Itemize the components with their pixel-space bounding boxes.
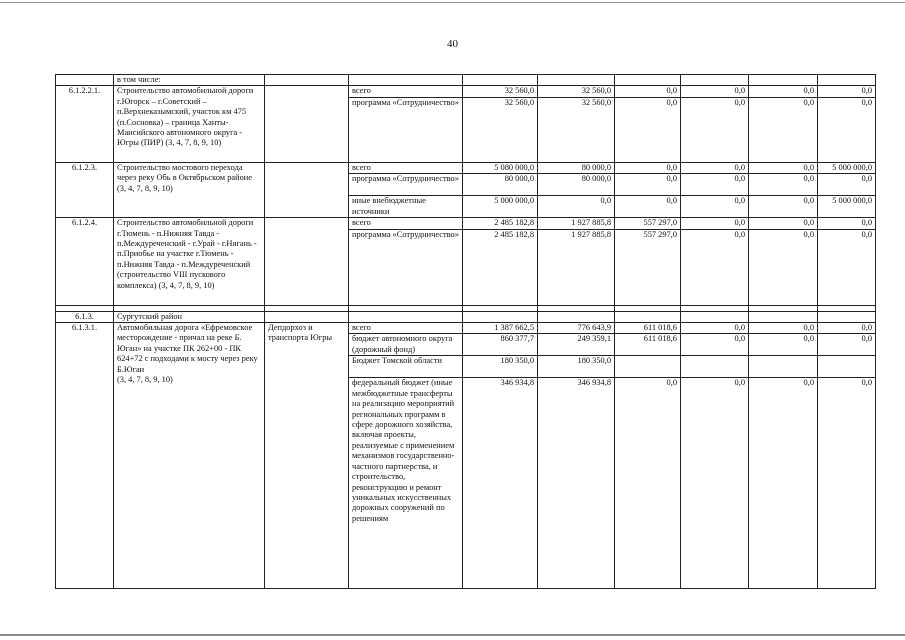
table-row: [56, 162, 876, 173]
program-table: [55, 74, 876, 589]
value-cell: 32 560,0: [538, 86, 615, 97]
value-cell: 5 000 000,0: [818, 196, 876, 218]
value-cell: 0,0: [749, 196, 818, 218]
value-cell: 346 934,8: [463, 378, 538, 589]
value-cell: 860 377,7: [463, 334, 538, 356]
funding-source: иные внебюджетные источники: [349, 196, 463, 218]
funding-source: всего: [349, 218, 463, 229]
funding-source: программа «Сотрудничество»: [349, 174, 463, 196]
executor: Депдорхоз и транспорта Югры: [265, 323, 349, 589]
value-cell: 0,0: [749, 218, 818, 229]
value-cell: 0,0: [749, 174, 818, 196]
value-cell: 5 080 000,0: [463, 162, 538, 173]
value-cell: [749, 356, 818, 378]
value-cell: 0,0: [681, 174, 749, 196]
value-cell: 0,0: [681, 229, 749, 305]
value-cell: 2 485 182,8: [463, 218, 538, 229]
row-name: Автомобильная дорога «Ефремовское месторождение - причал на реке Б. Юган» на участке ПК 262+00 - ПК 624+72 с подходами к мосту через реку Б.Юган (3, 4, 7, 8, 9, 10): [114, 323, 265, 589]
funding-source: Бюджет Томской области: [349, 356, 463, 378]
value-cell: 2 485 182,8: [463, 229, 538, 305]
value-cell: 180 350,0: [463, 356, 538, 378]
funding-source: всего: [349, 323, 463, 334]
table-row: [56, 218, 876, 229]
page-number: 40: [447, 38, 458, 50]
value-cell: 0,0: [749, 334, 818, 356]
row-code: 6.1.3.1.: [56, 323, 114, 589]
value-cell: 0,0: [749, 162, 818, 173]
value-cell: 0,0: [749, 323, 818, 334]
value-cell: 557 297,0: [615, 229, 681, 305]
value-cell: 0,0: [615, 162, 681, 173]
value-cell: 557 297,0: [615, 218, 681, 229]
in-that-number-label: в том числе:: [114, 75, 265, 86]
row-code: 6.1.2.2.1.: [56, 86, 114, 162]
funding-source: бюджет автономного округа (дорожный фонд): [349, 334, 463, 356]
value-cell: 0,0: [681, 218, 749, 229]
value-cell: 32 560,0: [463, 97, 538, 162]
table-row: [56, 75, 876, 86]
value-cell: 776 643,9: [538, 323, 615, 334]
value-cell: 0,0: [818, 334, 876, 356]
value-cell: 0,0: [818, 323, 876, 334]
value-cell: 5 000 000,0: [818, 162, 876, 173]
funding-source: всего: [349, 162, 463, 173]
row-name: Строительство автомобильной дороги г.Югорск – г.Советский – п.Верхнеказымский, участок км 475 (п.Сосновка) – граница Ханты-Мансийского автономного округа - Югры (ПИР) (3, 4, 7, 8, 9, 10): [114, 86, 265, 162]
top-scan-edge: [0, 2, 905, 3]
value-cell: 0,0: [818, 86, 876, 97]
value-cell: 32 560,0: [463, 86, 538, 97]
value-cell: 0,0: [615, 378, 681, 589]
value-cell: 0,0: [615, 174, 681, 196]
table-row: [56, 311, 876, 322]
value-cell: 32 560,0: [538, 97, 615, 162]
value-cell: 249 359,1: [538, 334, 615, 356]
value-cell: 0,0: [615, 97, 681, 162]
funding-source: федеральный бюджет (иные межбюджетные трансферты на реализацию мероприятий региональных программ в сфере дорожного хозяйства, включая проекты, реализуемые с применением механизмов государственно-частного партнерства, и строительство, реконструкцию и ремонт уникальных искусственных дорожных сооружений по решениям: [349, 378, 463, 589]
funding-source: программа «Сотрудничество»: [349, 97, 463, 162]
value-cell: 0,0: [681, 86, 749, 97]
value-cell: 0,0: [615, 196, 681, 218]
value-cell: 1 927 885,8: [538, 229, 615, 305]
value-cell: 0,0: [818, 378, 876, 589]
value-cell: 0,0: [749, 97, 818, 162]
value-cell: 0,0: [749, 229, 818, 305]
funding-source: всего: [349, 86, 463, 97]
value-cell: 346 934,8: [538, 378, 615, 589]
value-cell: 0,0: [681, 334, 749, 356]
value-cell: 180 350,0: [538, 356, 615, 378]
district-name: Сургутский район: [114, 311, 265, 322]
value-cell: [615, 356, 681, 378]
value-cell: 80 000,0: [538, 162, 615, 173]
table-row: [56, 86, 876, 97]
value-cell: 0,0: [818, 97, 876, 162]
funding-source: программа «Сотрудничество»: [349, 229, 463, 305]
value-cell: 0,0: [538, 196, 615, 218]
value-cell: 1 927 885,8: [538, 218, 615, 229]
value-cell: 80 000,0: [463, 174, 538, 196]
value-cell: 0,0: [681, 323, 749, 334]
value-cell: 0,0: [615, 86, 681, 97]
value-cell: [681, 356, 749, 378]
value-cell: 5 000 000,0: [463, 196, 538, 218]
value-cell: 0,0: [818, 218, 876, 229]
value-cell: 0,0: [681, 196, 749, 218]
value-cell: 0,0: [681, 162, 749, 173]
value-cell: 611 018,6: [615, 334, 681, 356]
value-cell: 0,0: [818, 174, 876, 196]
row-code: 6.1.2.3.: [56, 162, 114, 217]
value-cell: 80 000,0: [538, 174, 615, 196]
value-cell: 0,0: [749, 378, 818, 589]
row-name: Строительство мостового перехода через реку Обь в Октябрьском районе (3, 4, 7, 8, 9, 10): [114, 162, 265, 217]
value-cell: 1 387 662,5: [463, 323, 538, 334]
value-cell: [818, 356, 876, 378]
value-cell: 0,0: [818, 229, 876, 305]
row-code: 6.1.3.: [56, 311, 114, 322]
value-cell: 0,0: [681, 378, 749, 589]
row-code: 6.1.2.4.: [56, 218, 114, 305]
table-row: [56, 323, 876, 334]
row-name: Строительство автомобильной дороги г.Тюмень - п.Нижняя Тавда - п.Междуреченский - г.Урай - г.Нягань - п.Приобье на участке г.Тюмень - п.Нижняя Тавда - п.Междуреченский (строительство VIII пускового комплекса) (3, 4, 7, 8, 9, 10): [114, 218, 265, 305]
value-cell: 0,0: [749, 86, 818, 97]
bottom-scan-edge: [0, 634, 905, 636]
value-cell: 611 018,6: [615, 323, 681, 334]
value-cell: 0,0: [681, 97, 749, 162]
